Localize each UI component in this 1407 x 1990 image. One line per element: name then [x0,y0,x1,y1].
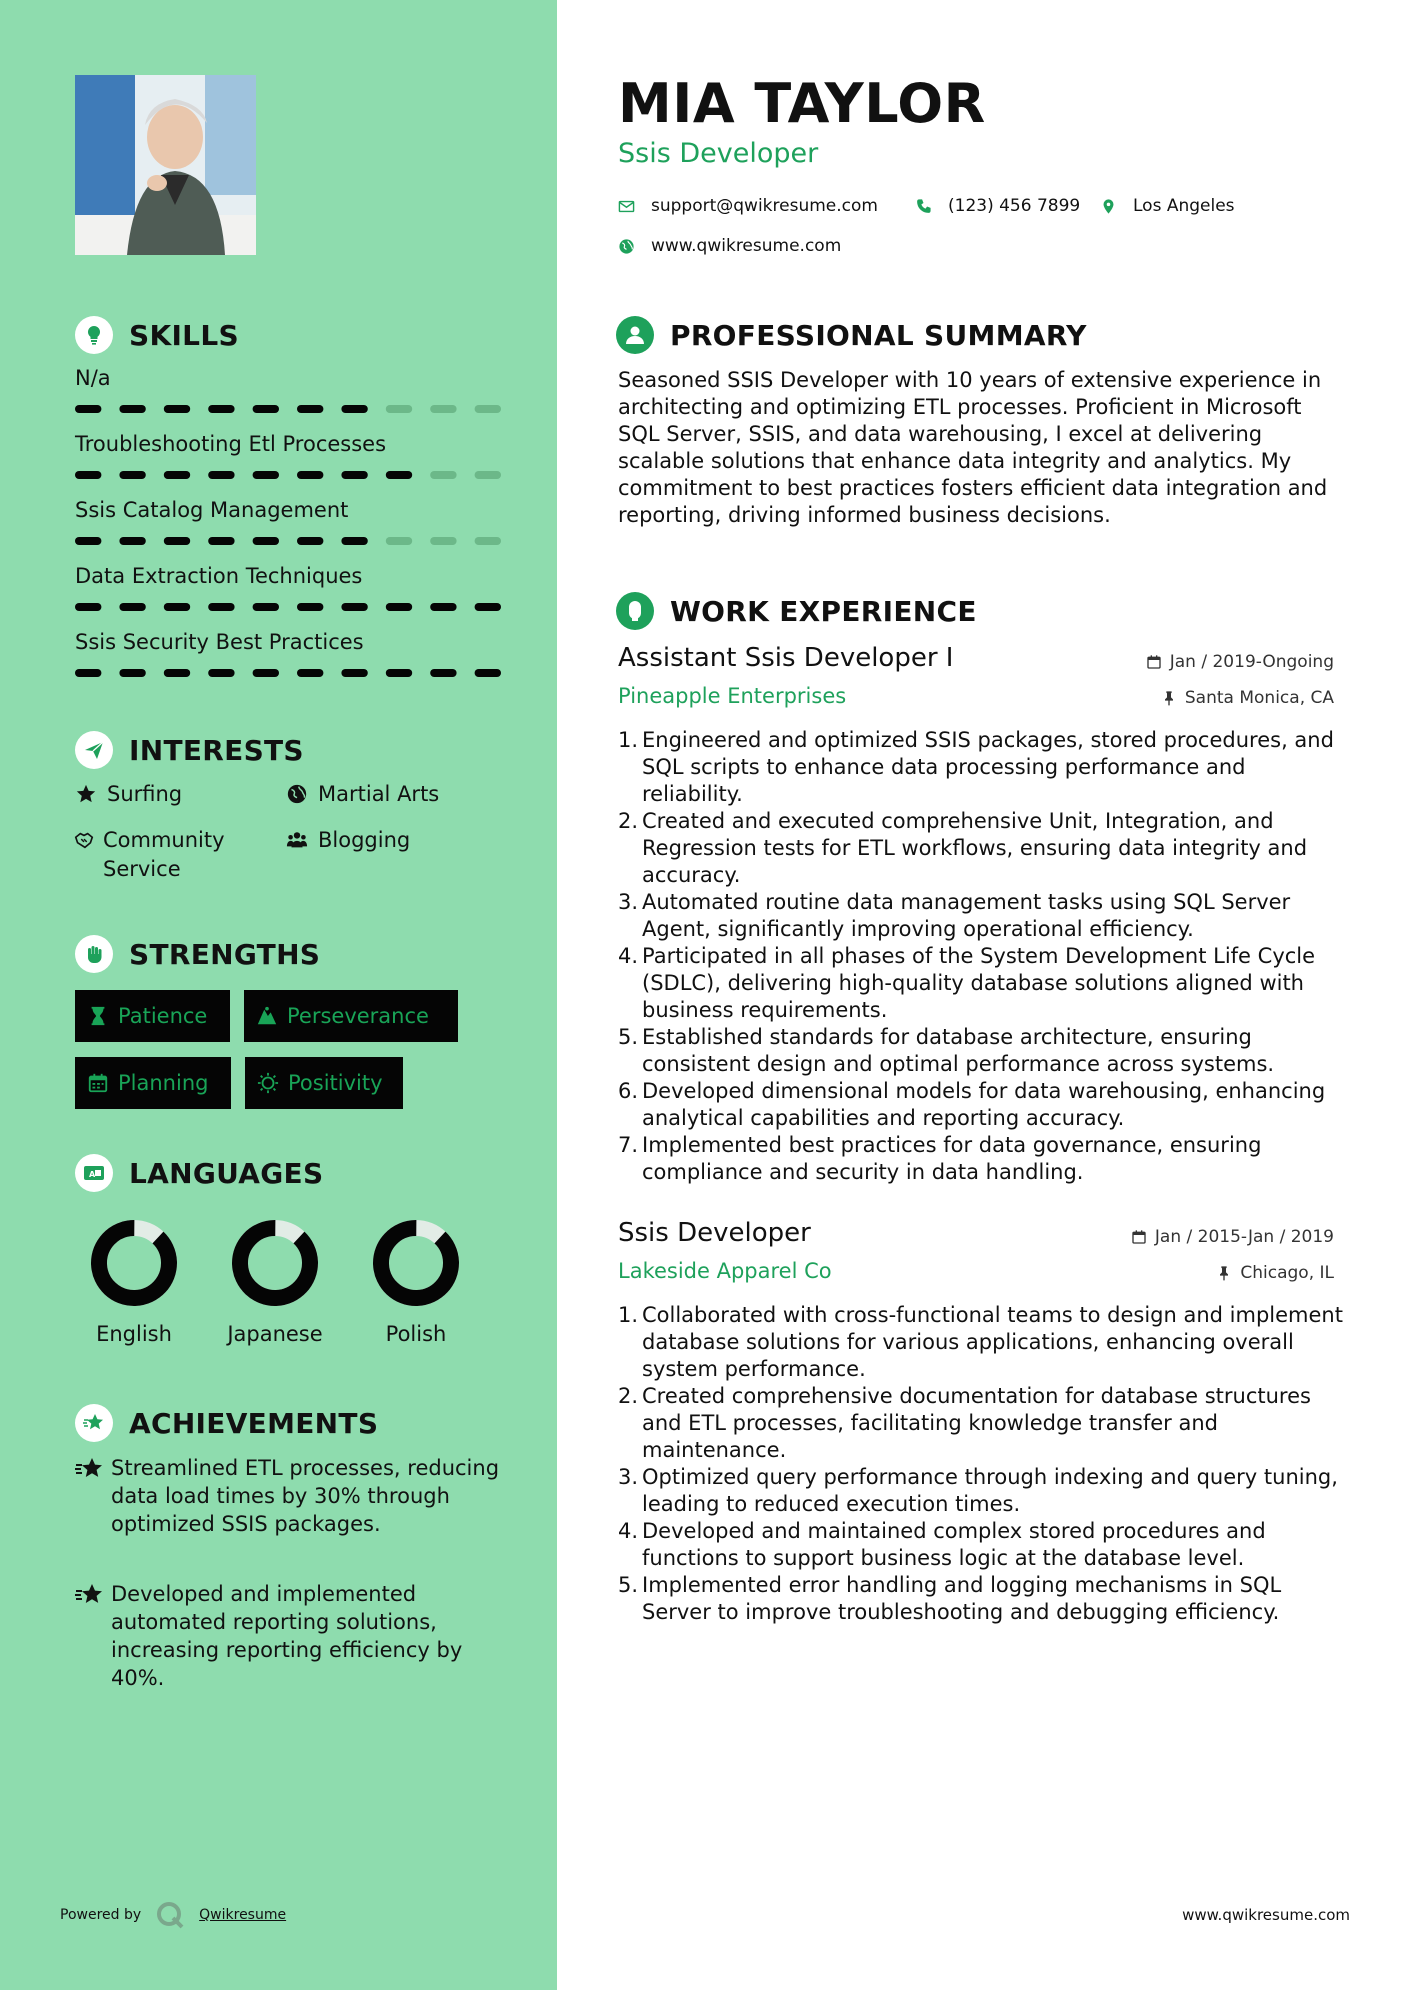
strength-badge [75,990,230,1042]
skill-dash-filled [164,537,190,545]
contact-email[interactable] [618,196,878,216]
contact-phone-text: (123) 456 7899 [948,196,1081,216]
languages-heading [75,1154,323,1192]
phone-icon [915,198,932,215]
duty-text: Created and executed comprehensive Unit, Integration, and Regression tests for ETL workflows, ensuring data integrity and accuracy. [642,809,1308,887]
duty-number: 3. [618,890,639,914]
job-location-text: Santa Monica, CA [1184,688,1334,708]
duty-number: 1. [618,1303,639,1327]
duty-item [618,1518,1348,1572]
achievements-title: ACHIEVEMENTS [129,1406,379,1440]
lightbulb-icon [75,316,113,354]
duty-number: 4. [618,944,639,968]
skill-dash-filled [119,537,145,545]
skill-dash-filled [75,537,101,545]
profile-photo [75,75,256,255]
skill-dash-filled [75,669,101,677]
pin-icon [1216,1265,1232,1281]
interest-item [284,826,410,855]
skill-dash-filled [430,669,456,677]
strength-label: Patience [118,1004,208,1028]
pin-icon [1161,690,1177,706]
achievement-item [75,1454,505,1538]
powered-by [60,1900,286,1930]
skill-dash-filled [208,669,234,677]
duty-item [618,727,1348,808]
skill-dash-filled [297,603,323,611]
job-dates-text: Jan / 2019-Ongoing [1169,652,1334,672]
strength-label: Perseverance [287,1004,429,1028]
skill-name: Troubleshooting Etl Processes [75,432,387,456]
interests-heading [75,731,304,769]
star-icon [73,783,99,805]
strength-label: Positivity [288,1071,383,1095]
achievement-text: Streamlined ETL processes, reducing data load times by 30% through optimized SSIS packages. [111,1456,500,1536]
skill-name: Ssis Security Best Practices [75,630,364,654]
duty-item [618,1078,1348,1132]
job-title: Assistant Ssis Developer I [618,643,954,673]
contact-location-text: Los Angeles [1133,196,1235,216]
strength-badge [244,990,458,1042]
job-location [1216,1263,1334,1283]
experience-title: WORK EXPERIENCE [670,594,977,628]
duty-number: 6. [618,1079,639,1103]
fist-icon [75,935,113,973]
briefcase-icon [616,592,654,630]
duty-item [618,1132,1348,1186]
skill-dash-empty [386,537,412,545]
skill-dash-filled [386,471,412,479]
duty-text: Implemented error handling and logging mechanisms in SQL Server to improve troubleshooting and debugging efficiency. [642,1573,1282,1624]
duty-text: Implemented best practices for data governance, ensuring compliance and security in data handling. [642,1133,1262,1184]
skill-dash-filled [208,405,234,413]
summary-heading [616,316,1087,354]
interest-label: Surfing [107,782,183,806]
contact-website-text: www.qwikresume.com [651,236,842,256]
contact-email-text: support@qwikresume.com [651,196,878,216]
contact-location [1100,196,1235,216]
skills-heading [75,316,239,354]
map-marker-icon [1100,198,1117,215]
skill-dash-filled [386,603,412,611]
skill-level-bar [75,603,501,611]
skill-dash-empty [475,471,501,479]
duty-number: 5. [618,1025,639,1049]
duty-text: Engineered and optimized SSIS packages, stored procedures, and SQL scripts to enhance data processing performance and reliability. [642,728,1334,806]
duty-item [618,808,1348,889]
job-duties [618,1302,1348,1626]
job-dates [1146,652,1334,672]
skill-dash-filled [75,603,101,611]
skill-dash-filled [208,603,234,611]
star-burst-icon [75,1404,113,1442]
job-duties [618,727,1348,1186]
skill-dash-empty [475,405,501,413]
strengths-title: STRENGTHS [129,937,321,971]
skill-dash-empty [430,537,456,545]
footer-website[interactable]: www.qwikresume.com [1182,1906,1350,1924]
duty-number: 5. [618,1573,639,1597]
skill-dash-filled [164,669,190,677]
star-burst-icon [75,1456,111,1538]
skill-dash-filled [341,405,367,413]
language-label: English [96,1322,172,1346]
summary-text: Seasoned SSIS Developer with 10 years of extensive experience in architecting and optimizing ETL processes. Proficient in Microsoft SQL Server, SSIS, and data warehousing, I excel at delivering scalable solutions that enhance data integrity and analytics. My commitment to best practices fosters efficient data integration and reporting, driving informed business decisions. [618,368,1328,527]
duty-number: 7. [618,1133,639,1157]
achievement-item [75,1580,505,1692]
skill-dash-filled [164,471,190,479]
strengths-heading [75,935,320,973]
skill-dash-filled [75,405,101,413]
skill-dash-filled [297,669,323,677]
skill-dash-filled [119,405,145,413]
user-icon [616,316,654,354]
duty-text: Optimized query performance through indexing and query tuning, leading to reduced execution times. [642,1465,1338,1516]
sidebar [0,0,557,1990]
duty-item [618,943,1348,1024]
skill-dash-filled [341,669,367,677]
job-company: Pineapple Enterprises [618,684,847,708]
skill-name: N/a [75,366,111,390]
skill-level-bar [75,405,501,413]
job-title: Ssis Developer [618,1218,811,1248]
skill-dash-filled [341,537,367,545]
skill-name: Data Extraction Techniques [75,564,363,588]
duty-item [618,889,1348,943]
skill-dash-empty [430,405,456,413]
duty-number: 2. [618,809,639,833]
job-location-text: Chicago, IL [1240,1263,1334,1283]
skill-dash-filled [253,471,279,479]
climber-icon [256,1005,278,1027]
skill-dash-filled [119,603,145,611]
envelope-icon [618,198,635,215]
svg-text:A: A [89,1170,96,1179]
duty-text: Developed and maintained complex stored procedures and functions to support business logic at the database level. [642,1519,1266,1570]
skill-dash-filled [253,669,279,677]
strength-badge [245,1057,403,1109]
powered-by-label: Powered by [60,1907,142,1923]
duty-item [618,1572,1348,1626]
language-ring-fill [372,1219,460,1307]
interest-label: Blogging [318,828,411,852]
summary-title: PROFESSIONAL SUMMARY [670,318,1087,352]
hourglass-icon [87,1005,109,1027]
strength-label: Planning [118,1071,209,1095]
language-level-ring [90,1219,178,1307]
skill-level-bar [75,669,501,677]
duty-text: Participated in all phases of the System Development Life Cycle (SDLC), delivering high-quality database solutions aligned with business requirements. [642,944,1316,1022]
interest-label: Martial Arts [318,782,440,806]
skill-dash-empty [475,537,501,545]
skill-dash-filled [253,603,279,611]
handshake-icon [73,829,95,851]
language-icon [75,1154,113,1192]
skill-dash-empty [430,471,456,479]
globe-icon [284,783,310,805]
duty-text: Automated routine data management tasks using SQL Server Agent, significantly improving operational efficiency. [642,890,1291,941]
skill-dash-filled [208,471,234,479]
qwikresume-link[interactable]: Qwikresume [199,1907,287,1923]
skill-dash-filled [164,405,190,413]
language-ring-fill [90,1219,178,1307]
language-level-ring [372,1219,460,1307]
duty-item [618,1302,1348,1383]
achievements-heading [75,1404,378,1442]
calendar-icon [87,1072,109,1094]
duty-item [618,1383,1348,1464]
candidate-name: MIA TAYLOR [618,72,986,135]
duty-number: 3. [618,1465,639,1489]
globe-icon [618,238,635,255]
users-icon [284,829,310,851]
duty-text: Created comprehensive documentation for database structures and ETL processes, facilitating knowledge transfer and maintenance. [642,1384,1311,1462]
skill-dash-filled [75,471,101,479]
skill-dash-filled [341,603,367,611]
achievement-text: Developed and implemented automated reporting solutions, increasing reporting efficiency by 40%. [111,1582,463,1690]
star-burst-icon [75,1582,111,1692]
job-dates-text: Jan / 2015-Jan / 2019 [1154,1227,1334,1247]
strength-badge [75,1057,231,1109]
job-company: Lakeside Apparel Co [618,1259,832,1283]
skill-dash-filled [430,603,456,611]
sun-icon [257,1072,279,1094]
skill-dash-filled [297,537,323,545]
candidate-role: Ssis Developer [618,138,819,169]
language-ring-fill [231,1219,319,1307]
skill-level-bar [75,471,501,479]
interest-label: Community Service [103,828,225,881]
paper-plane-icon [75,731,113,769]
duty-text: Developed dimensional models for data warehousing, enhancing analytical capabilities and reporting accuracy. [642,1079,1326,1130]
skill-dash-filled [475,603,501,611]
language-label: Polish [385,1322,447,1346]
language-label: Japanese [227,1322,323,1346]
duty-number: 4. [618,1519,639,1543]
interests-title: INTERESTS [129,733,304,767]
skill-dash-filled [119,471,145,479]
interest-item [284,780,439,809]
language-level-ring [231,1219,319,1307]
skill-dash-filled [164,603,190,611]
job-location [1161,688,1334,708]
skill-dash-filled [253,405,279,413]
skills-title: SKILLS [129,318,239,352]
contact-phone[interactable] [915,196,1080,216]
job-dates [1131,1227,1334,1247]
skill-dash-filled [208,537,234,545]
skill-dash-filled [386,669,412,677]
skill-dash-filled [341,471,367,479]
interest-item [73,826,263,884]
calendar-icon [1146,654,1162,670]
skill-dash-filled [297,471,323,479]
languages-title: LANGUAGES [129,1156,324,1190]
qwikresume-logo-icon [155,1900,185,1930]
skill-name: Ssis Catalog Management [75,498,349,522]
duty-item [618,1464,1348,1518]
duty-item [618,1024,1348,1078]
skill-dash-filled [119,669,145,677]
duty-number: 2. [618,1384,639,1408]
skill-level-bar [75,537,501,545]
duty-number: 1. [618,728,639,752]
skill-dash-filled [297,405,323,413]
skill-dash-filled [475,669,501,677]
calendar-icon [1131,1229,1147,1245]
skill-dash-empty [386,405,412,413]
experience-heading [616,592,977,630]
duty-text: Collaborated with cross-functional teams to design and implement database solutions for various applications, enhancing overall system performance. [642,1303,1343,1381]
duty-text: Established standards for database architecture, ensuring consistent design and optimal performance across systems. [642,1025,1275,1076]
skill-dash-filled [253,537,279,545]
contact-website[interactable] [618,236,841,256]
interest-item [73,780,182,809]
